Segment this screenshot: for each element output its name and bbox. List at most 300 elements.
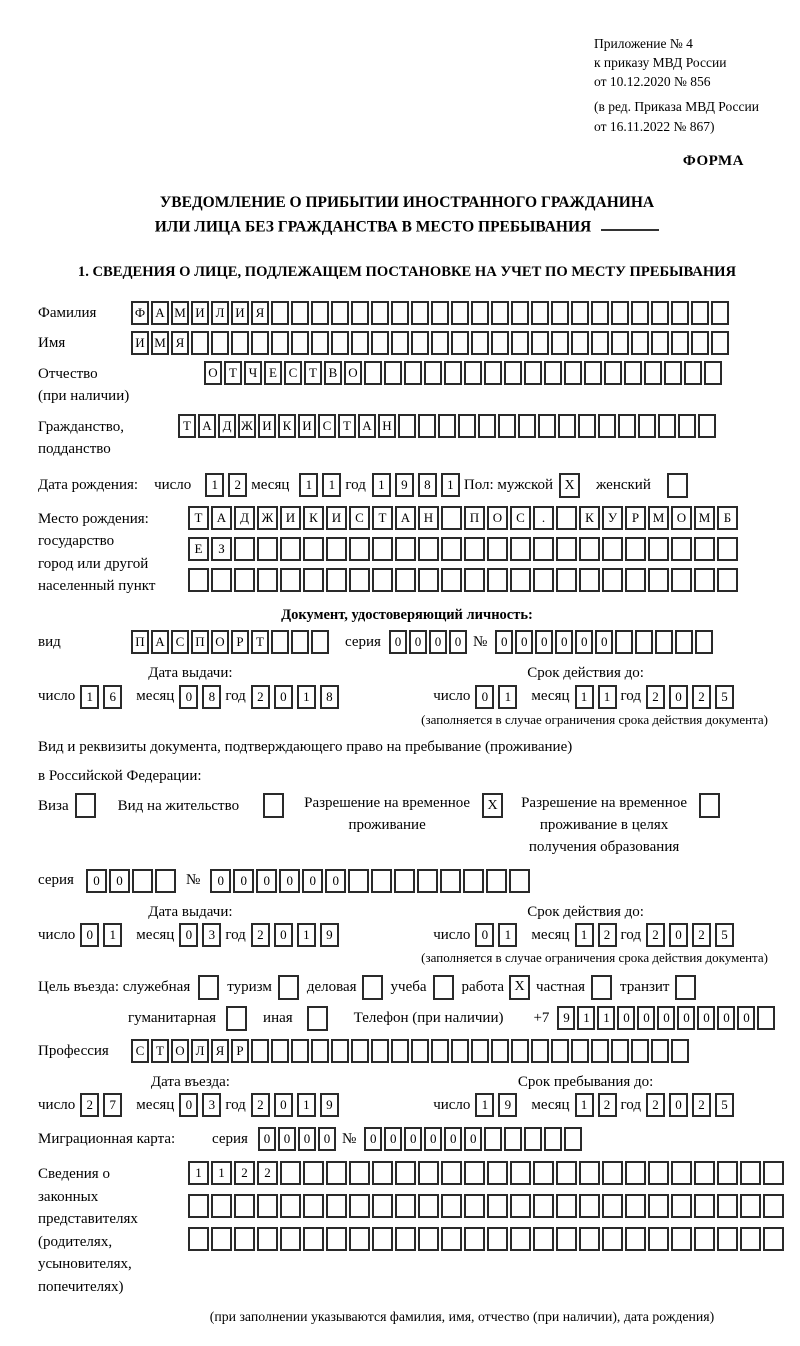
form-cell[interactable]	[303, 1194, 324, 1218]
form-cell[interactable]	[326, 1194, 347, 1218]
form-cell[interactable]: 1	[205, 473, 224, 497]
form-cell[interactable]	[510, 1227, 531, 1251]
form-cell[interactable]	[326, 1227, 347, 1251]
form-cell[interactable]	[533, 1227, 554, 1251]
form-cell[interactable]	[418, 568, 439, 592]
form-cell[interactable]: 0	[86, 869, 107, 893]
form-cell[interactable]: Д	[218, 414, 236, 438]
form-cell[interactable]	[551, 331, 569, 355]
form-cell[interactable]	[635, 630, 653, 654]
form-cell[interactable]: К	[303, 506, 324, 530]
form-cell[interactable]	[648, 1161, 669, 1185]
form-cell[interactable]	[431, 1039, 449, 1063]
form-cell[interactable]: 0	[464, 1127, 482, 1151]
form-cell[interactable]	[717, 1161, 738, 1185]
form-cell[interactable]	[591, 301, 609, 325]
form-cell[interactable]	[464, 1227, 485, 1251]
form-cell[interactable]: 2	[646, 685, 665, 709]
form-cell[interactable]	[188, 1227, 209, 1251]
form-cell[interactable]: А	[151, 301, 169, 325]
form-cell[interactable]	[441, 1194, 462, 1218]
form-cell[interactable]: М	[171, 301, 189, 325]
form-cell[interactable]	[211, 1194, 232, 1218]
form-cell[interactable]	[371, 301, 389, 325]
form-cell[interactable]	[625, 1161, 646, 1185]
form-cell[interactable]	[188, 1194, 209, 1218]
form-cell[interactable]	[615, 630, 633, 654]
form-cell[interactable]: Т	[338, 414, 356, 438]
form-cell[interactable]: В	[324, 361, 342, 385]
form-cell[interactable]: 0	[429, 630, 447, 654]
form-cell[interactable]: 8	[320, 685, 339, 709]
form-cell[interactable]: 2	[80, 1093, 99, 1117]
form-cell[interactable]: 2	[646, 923, 665, 947]
form-cell[interactable]: 2	[692, 923, 711, 947]
form-cell[interactable]	[591, 331, 609, 355]
form-cell[interactable]: 1	[299, 473, 318, 497]
form-cell[interactable]	[311, 630, 329, 654]
form-cell[interactable]: 7	[103, 1093, 122, 1117]
form-cell[interactable]: М	[694, 506, 715, 530]
form-cell[interactable]	[487, 1227, 508, 1251]
form-cell[interactable]: 2	[228, 473, 247, 497]
form-cell[interactable]: 0	[302, 869, 323, 893]
form-cell[interactable]: 0	[364, 1127, 382, 1151]
form-cell[interactable]	[326, 1161, 347, 1185]
form-cell[interactable]: И	[326, 506, 347, 530]
form-cell[interactable]: 0	[475, 923, 494, 947]
form-cell[interactable]	[664, 361, 682, 385]
form-cell[interactable]: И	[231, 301, 249, 325]
form-cell[interactable]: 0	[233, 869, 254, 893]
form-cell[interactable]	[441, 537, 462, 561]
form-cell[interactable]	[303, 568, 324, 592]
form-cell[interactable]: С	[510, 506, 531, 530]
form-cell[interactable]	[234, 1194, 255, 1218]
form-cell[interactable]: Т	[304, 361, 322, 385]
form-cell[interactable]	[364, 361, 382, 385]
form-cell[interactable]	[384, 361, 402, 385]
form-cell[interactable]	[234, 568, 255, 592]
form-cell[interactable]: 1	[575, 685, 594, 709]
form-cell[interactable]	[444, 361, 462, 385]
form-cell[interactable]: 6	[103, 685, 122, 709]
form-cell[interactable]: Т	[151, 1039, 169, 1063]
form-cell[interactable]: 1	[297, 1093, 316, 1117]
form-cell[interactable]	[234, 537, 255, 561]
form-cell[interactable]	[291, 1039, 309, 1063]
form-cell[interactable]	[624, 361, 642, 385]
form-cell[interactable]: Е	[188, 537, 209, 561]
form-cell[interactable]: 9	[395, 473, 414, 497]
form-cell[interactable]	[671, 1039, 689, 1063]
form-cell[interactable]	[451, 331, 469, 355]
form-cell[interactable]: 0	[389, 630, 407, 654]
form-cell[interactable]: М	[648, 506, 669, 530]
form-cell[interactable]: 9	[320, 1093, 339, 1117]
form-cell[interactable]: 9	[498, 1093, 517, 1117]
form-cell[interactable]: 3	[202, 923, 221, 947]
form-cell[interactable]	[504, 361, 522, 385]
form-cell[interactable]	[464, 361, 482, 385]
form-cell[interactable]	[644, 361, 662, 385]
form-cell[interactable]	[391, 301, 409, 325]
checkbox-tourism[interactable]	[278, 975, 299, 1000]
form-cell[interactable]	[411, 301, 429, 325]
form-cell[interactable]: 1	[441, 473, 460, 497]
form-cell[interactable]: Н	[418, 506, 439, 530]
form-cell[interactable]	[331, 301, 349, 325]
form-cell[interactable]	[326, 568, 347, 592]
form-cell[interactable]: 2	[692, 1093, 711, 1117]
form-cell[interactable]	[533, 537, 554, 561]
form-cell[interactable]: 0	[444, 1127, 462, 1151]
checkbox-female[interactable]	[667, 473, 688, 498]
form-cell[interactable]	[211, 331, 229, 355]
form-cell[interactable]	[471, 1039, 489, 1063]
form-cell[interactable]	[418, 1194, 439, 1218]
form-cell[interactable]: О	[487, 506, 508, 530]
form-cell[interactable]	[132, 869, 153, 893]
form-cell[interactable]: 5	[715, 923, 734, 947]
form-cell[interactable]	[717, 537, 738, 561]
form-cell[interactable]	[602, 1227, 623, 1251]
form-cell[interactable]	[471, 331, 489, 355]
form-cell[interactable]: 0	[595, 630, 613, 654]
form-cell[interactable]	[487, 1161, 508, 1185]
form-cell[interactable]: 1	[597, 1006, 615, 1030]
form-cell[interactable]: 0	[274, 1093, 293, 1117]
form-cell[interactable]	[398, 414, 416, 438]
form-cell[interactable]: 0	[515, 630, 533, 654]
form-cell[interactable]: Б	[717, 506, 738, 530]
form-cell[interactable]	[438, 414, 456, 438]
form-cell[interactable]	[671, 301, 689, 325]
form-cell[interactable]: Т	[188, 506, 209, 530]
form-cell[interactable]	[711, 331, 729, 355]
form-cell[interactable]	[431, 331, 449, 355]
form-cell[interactable]: Т	[372, 506, 393, 530]
form-cell[interactable]: И	[258, 414, 276, 438]
form-cell[interactable]	[556, 537, 577, 561]
form-cell[interactable]: 0	[278, 1127, 296, 1151]
form-cell[interactable]	[351, 1039, 369, 1063]
form-cell[interactable]: 0	[274, 685, 293, 709]
form-cell[interactable]	[704, 361, 722, 385]
form-cell[interactable]: 1	[322, 473, 341, 497]
form-cell[interactable]	[602, 537, 623, 561]
form-cell[interactable]	[671, 1161, 692, 1185]
form-cell[interactable]	[211, 1227, 232, 1251]
form-cell[interactable]	[698, 414, 716, 438]
form-cell[interactable]	[551, 1039, 569, 1063]
form-cell[interactable]: 0	[657, 1006, 675, 1030]
form-cell[interactable]	[411, 331, 429, 355]
form-cell[interactable]	[740, 1194, 761, 1218]
form-cell[interactable]	[631, 1039, 649, 1063]
form-cell[interactable]	[191, 331, 209, 355]
form-cell[interactable]	[584, 361, 602, 385]
form-cell[interactable]	[271, 331, 289, 355]
form-cell[interactable]: 0	[555, 630, 573, 654]
form-cell[interactable]: И	[191, 301, 209, 325]
checkbox-temp-residence[interactable]: X	[482, 793, 503, 818]
form-cell[interactable]	[372, 568, 393, 592]
form-cell[interactable]	[155, 869, 176, 893]
form-cell[interactable]: 2	[598, 923, 617, 947]
form-cell[interactable]	[331, 331, 349, 355]
form-cell[interactable]	[257, 568, 278, 592]
form-cell[interactable]	[395, 1161, 416, 1185]
form-cell[interactable]	[349, 1227, 370, 1251]
form-cell[interactable]: 0	[258, 1127, 276, 1151]
form-cell[interactable]	[511, 1039, 529, 1063]
form-cell[interactable]	[326, 537, 347, 561]
form-cell[interactable]: О	[671, 506, 692, 530]
form-cell[interactable]	[510, 1194, 531, 1218]
form-cell[interactable]	[509, 869, 530, 893]
form-cell[interactable]: П	[131, 630, 149, 654]
form-cell[interactable]	[280, 1227, 301, 1251]
form-cell[interactable]: С	[318, 414, 336, 438]
form-cell[interactable]	[524, 1127, 542, 1151]
form-cell[interactable]: Р	[231, 1039, 249, 1063]
form-cell[interactable]	[424, 361, 442, 385]
form-cell[interactable]: 0	[575, 630, 593, 654]
form-cell[interactable]	[671, 331, 689, 355]
form-cell[interactable]	[625, 1227, 646, 1251]
form-cell[interactable]: Ф	[131, 301, 149, 325]
form-cell[interactable]	[451, 1039, 469, 1063]
form-cell[interactable]: Я	[211, 1039, 229, 1063]
form-cell[interactable]: О	[171, 1039, 189, 1063]
form-cell[interactable]	[510, 1161, 531, 1185]
form-cell[interactable]: Л	[211, 301, 229, 325]
form-cell[interactable]: Ж	[257, 506, 278, 530]
form-cell[interactable]	[556, 568, 577, 592]
form-cell[interactable]: С	[284, 361, 302, 385]
form-cell[interactable]: 1	[575, 923, 594, 947]
form-cell[interactable]	[602, 1161, 623, 1185]
form-cell[interactable]: 2	[251, 1093, 270, 1117]
form-cell[interactable]	[251, 331, 269, 355]
form-cell[interactable]: 0	[669, 923, 688, 947]
form-cell[interactable]	[651, 331, 669, 355]
form-cell[interactable]: О	[344, 361, 362, 385]
form-cell[interactable]: А	[151, 630, 169, 654]
form-cell[interactable]	[694, 537, 715, 561]
form-cell[interactable]: 0	[669, 685, 688, 709]
form-cell[interactable]	[349, 1161, 370, 1185]
form-cell[interactable]: 0	[535, 630, 553, 654]
form-cell[interactable]	[484, 1127, 502, 1151]
form-cell[interactable]	[611, 301, 629, 325]
form-cell[interactable]: 9	[557, 1006, 575, 1030]
form-cell[interactable]: 1	[498, 685, 517, 709]
form-cell[interactable]: У	[602, 506, 623, 530]
form-cell[interactable]	[464, 537, 485, 561]
form-cell[interactable]: Я	[251, 301, 269, 325]
form-cell[interactable]	[556, 506, 577, 530]
form-cell[interactable]	[371, 869, 392, 893]
form-cell[interactable]	[648, 568, 669, 592]
form-cell[interactable]	[604, 361, 622, 385]
form-cell[interactable]	[551, 301, 569, 325]
form-cell[interactable]: О	[204, 361, 222, 385]
form-cell[interactable]: Л	[191, 1039, 209, 1063]
form-cell[interactable]	[717, 568, 738, 592]
form-cell[interactable]: 0	[384, 1127, 402, 1151]
form-cell[interactable]	[625, 568, 646, 592]
form-cell[interactable]	[518, 414, 536, 438]
form-cell[interactable]: 0	[617, 1006, 635, 1030]
form-cell[interactable]	[524, 361, 542, 385]
form-cell[interactable]	[691, 331, 709, 355]
form-cell[interactable]	[571, 331, 589, 355]
form-cell[interactable]	[311, 1039, 329, 1063]
form-cell[interactable]	[372, 537, 393, 561]
form-cell[interactable]	[694, 1227, 715, 1251]
form-cell[interactable]	[441, 1227, 462, 1251]
checkbox-male[interactable]: X	[559, 473, 580, 498]
form-cell[interactable]: 0	[298, 1127, 316, 1151]
form-cell[interactable]	[280, 537, 301, 561]
form-cell[interactable]: 0	[637, 1006, 655, 1030]
form-cell[interactable]: 3	[202, 1093, 221, 1117]
form-cell[interactable]	[638, 414, 656, 438]
form-cell[interactable]	[558, 414, 576, 438]
form-cell[interactable]	[351, 301, 369, 325]
form-cell[interactable]	[533, 1194, 554, 1218]
form-cell[interactable]	[348, 869, 369, 893]
form-cell[interactable]: С	[349, 506, 370, 530]
form-cell[interactable]	[491, 301, 509, 325]
form-cell[interactable]: З	[211, 537, 232, 561]
form-cell[interactable]	[280, 1161, 301, 1185]
form-cell[interactable]: 2	[692, 685, 711, 709]
form-cell[interactable]: А	[198, 414, 216, 438]
form-cell[interactable]	[571, 301, 589, 325]
form-cell[interactable]: 0	[717, 1006, 735, 1030]
form-cell[interactable]: С	[171, 630, 189, 654]
form-cell[interactable]	[717, 1227, 738, 1251]
form-cell[interactable]: 2	[251, 685, 270, 709]
form-cell[interactable]	[578, 414, 596, 438]
form-cell[interactable]	[372, 1194, 393, 1218]
form-cell[interactable]: А	[211, 506, 232, 530]
form-cell[interactable]	[533, 568, 554, 592]
form-cell[interactable]	[538, 414, 556, 438]
form-cell[interactable]	[372, 1227, 393, 1251]
form-cell[interactable]	[478, 414, 496, 438]
form-cell[interactable]	[579, 1194, 600, 1218]
form-cell[interactable]	[684, 361, 702, 385]
form-cell[interactable]	[440, 869, 461, 893]
form-cell[interactable]	[404, 361, 422, 385]
form-cell[interactable]	[671, 1227, 692, 1251]
form-cell[interactable]	[487, 568, 508, 592]
form-cell[interactable]	[678, 414, 696, 438]
checkbox-business[interactable]	[362, 975, 383, 1000]
form-cell[interactable]	[484, 361, 502, 385]
checkbox-temp-residence-edu[interactable]	[699, 793, 720, 818]
form-cell[interactable]	[451, 301, 469, 325]
form-cell[interactable]: И	[131, 331, 149, 355]
form-cell[interactable]: М	[151, 331, 169, 355]
form-cell[interactable]: 0	[210, 869, 231, 893]
form-cell[interactable]	[717, 1194, 738, 1218]
form-cell[interactable]: 8	[202, 685, 221, 709]
form-cell[interactable]	[464, 568, 485, 592]
form-cell[interactable]	[544, 361, 562, 385]
form-cell[interactable]	[311, 301, 329, 325]
form-cell[interactable]	[579, 537, 600, 561]
form-cell[interactable]: 0	[495, 630, 513, 654]
form-cell[interactable]	[763, 1194, 784, 1218]
form-cell[interactable]	[303, 1161, 324, 1185]
form-cell[interactable]	[418, 1161, 439, 1185]
form-cell[interactable]	[556, 1194, 577, 1218]
form-cell[interactable]: 1	[598, 685, 617, 709]
form-cell[interactable]	[418, 414, 436, 438]
form-cell[interactable]	[763, 1227, 784, 1251]
form-cell[interactable]	[411, 1039, 429, 1063]
form-cell[interactable]	[631, 301, 649, 325]
form-cell[interactable]	[234, 1227, 255, 1251]
form-cell[interactable]: 0	[325, 869, 346, 893]
form-cell[interactable]	[694, 1161, 715, 1185]
form-cell[interactable]	[511, 331, 529, 355]
form-cell[interactable]: К	[579, 506, 600, 530]
form-cell[interactable]: С	[131, 1039, 149, 1063]
checkbox-humanitarian[interactable]	[226, 1006, 247, 1031]
form-cell[interactable]: 1	[103, 923, 122, 947]
form-cell[interactable]: И	[298, 414, 316, 438]
form-cell[interactable]: 1	[577, 1006, 595, 1030]
form-cell[interactable]	[251, 1039, 269, 1063]
checkbox-private[interactable]	[591, 975, 612, 1000]
form-cell[interactable]	[395, 1227, 416, 1251]
form-cell[interactable]	[602, 568, 623, 592]
form-cell[interactable]	[280, 1194, 301, 1218]
form-cell[interactable]: 0	[179, 923, 198, 947]
form-cell[interactable]	[441, 1161, 462, 1185]
form-cell[interactable]	[487, 537, 508, 561]
form-cell[interactable]	[271, 630, 289, 654]
form-cell[interactable]: 0	[409, 630, 427, 654]
form-cell[interactable]	[602, 1194, 623, 1218]
form-cell[interactable]	[280, 568, 301, 592]
form-cell[interactable]	[395, 1194, 416, 1218]
form-cell[interactable]	[740, 1161, 761, 1185]
form-cell[interactable]: Е	[264, 361, 282, 385]
form-cell[interactable]	[625, 537, 646, 561]
form-cell[interactable]: А	[358, 414, 376, 438]
form-cell[interactable]: 8	[418, 473, 437, 497]
form-cell[interactable]	[351, 331, 369, 355]
form-cell[interactable]	[533, 1161, 554, 1185]
form-cell[interactable]	[631, 331, 649, 355]
form-cell[interactable]	[740, 1227, 761, 1251]
form-cell[interactable]	[257, 537, 278, 561]
form-cell[interactable]: 5	[715, 1093, 734, 1117]
form-cell[interactable]: 1	[211, 1161, 232, 1185]
form-cell[interactable]	[271, 301, 289, 325]
form-cell[interactable]	[486, 869, 507, 893]
form-cell[interactable]: 0	[669, 1093, 688, 1117]
form-cell[interactable]: 0	[404, 1127, 422, 1151]
form-cell[interactable]: 0	[179, 685, 198, 709]
